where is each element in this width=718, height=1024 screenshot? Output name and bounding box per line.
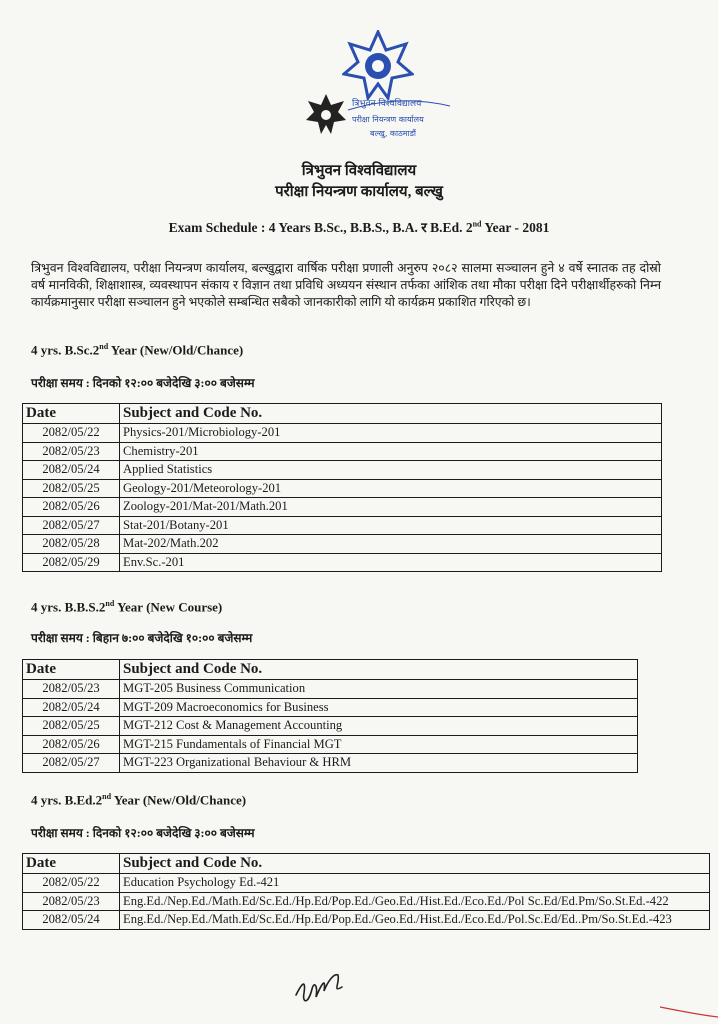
subject-cell: Stat-201/Botany-201: [120, 516, 662, 535]
exam-date-cell: 2082/05/28: [23, 535, 120, 554]
university-name: त्रिभुवन विश्वविद्यालय: [301, 163, 417, 179]
subject-cell: MGT-209 Macroeconomics for Business: [120, 698, 638, 717]
subject-cell: Eng.Ed./Nep.Ed./Math.Ed/Sc.Ed./Hp.Ed/Pop.Ed./Geo.Ed./Hist.Ed./Eco.Ed./Pol.Sc.Ed/Ed..Pm/So.St.Ed.-423: [120, 911, 710, 930]
exam-date-cell: 2082/05/23: [23, 680, 120, 699]
intro-paragraph: त्रिभुवन विश्वविद्यालय, परीक्षा नियन्त्रण कार्यालय, बल्खुद्वारा वार्षिक परीक्षा प्रणाली अनुरुप २०८२ सालमा सञ्चालन हुने ४ वर्षे स्नातक तह दोस्रो वर्ष मानविकी, शिक्षाशास्त्र, व्यवस्थापन संकाय र विज्ञान तथा प्रविधि अध्ययन संस्थान तर्फका आंशिक तथा मौका परीक्षा दिने परीक्षार्थीहरुको निम्न कार्यक्रमानुसार परीक्षा सञ्चालन हुने भएकोले सम्बन्धित सबैको जानकारीको लागि यो कार्यक्रम प्रकाशित गरिएको छ।: [31, 261, 661, 309]
subject-cell: MGT-215 Fundamentals of Financial MGT: [120, 735, 638, 754]
table-row: [23, 717, 638, 736]
table-row: [23, 680, 638, 699]
table-row: [23, 553, 662, 572]
table-row: [23, 911, 710, 930]
office-name: परीक्षा नियन्त्रण कार्यालय, बल्खु: [275, 184, 443, 200]
exam-date-cell: 2082/05/25: [23, 479, 120, 498]
subject-column-header: Subject and Code No.: [120, 404, 662, 424]
subject-cell: Zoology-201/Mat-201/Math.201: [120, 498, 662, 517]
exam-date-cell: 2082/05/24: [23, 461, 120, 480]
bed-schedule-table: [22, 853, 710, 930]
exam-date-cell: 2082/05/26: [23, 498, 120, 517]
exam-date-cell: 2082/05/23: [23, 442, 120, 461]
seal-line-1: त्रिभुवन विश्वविद्यालय: [352, 99, 422, 109]
subject-cell: Applied Statistics: [120, 461, 662, 480]
subject-cell: Env.Sc.-201: [120, 553, 662, 572]
table-header-row: [23, 854, 710, 874]
subject-cell: MGT-212 Cost & Management Accounting: [120, 717, 638, 736]
exam-date-cell: 2082/05/29: [23, 553, 120, 572]
exam-date-cell: 2082/05/27: [23, 754, 120, 773]
bbs-schedule-table: [22, 659, 638, 773]
exam-date-cell: 2082/05/24: [23, 698, 120, 717]
subject-cell: Mat-202/Math.202: [120, 535, 662, 554]
table-row: [23, 479, 662, 498]
university-emblem-icon: [304, 92, 348, 136]
tribhuvan-university-logo-icon: [342, 30, 414, 100]
table-header-row: [23, 404, 662, 424]
table-row: [23, 424, 662, 443]
bsc-schedule-table: [22, 403, 662, 572]
table-row: [23, 461, 662, 480]
subject-column-header: Subject and Code No.: [120, 660, 638, 680]
subject-column-header: Subject and Code No.: [120, 854, 710, 874]
exam-date-cell: 2082/05/22: [23, 424, 120, 443]
exam-date-cell: 2082/05/27: [23, 516, 120, 535]
subject-cell: MGT-205 Business Communication: [120, 680, 638, 699]
table-row: [23, 874, 710, 893]
bed-section-title: 4 yrs. B.Ed.2nd Year (New/Old/Chance): [31, 792, 247, 808]
schedule-title: Exam Schedule : 4 Years B.Sc., B.B.S., B.A. र B.Ed. 2nd Year - 2081: [168, 219, 550, 235]
table-row: [23, 892, 710, 911]
subject-cell: MGT-223 Organizational Behaviour & HRM: [120, 754, 638, 773]
table-row: [23, 735, 638, 754]
office-seal-stamp: [344, 92, 454, 152]
handwritten-signature: [292, 965, 352, 1010]
table-row: [23, 442, 662, 461]
table-header-row: [23, 660, 638, 680]
red-pen-mark: [660, 1005, 718, 1019]
bsc-section-title: 4 yrs. B.Sc.2nd Year (New/Old/Chance): [31, 342, 244, 358]
subject-cell: Chemistry-201: [120, 442, 662, 461]
bbs-section-title: 4 yrs. B.B.S.2nd Year (New Course): [31, 599, 223, 615]
exam-date-cell: 2082/05/26: [23, 735, 120, 754]
exam-date-cell: 2082/05/25: [23, 717, 120, 736]
table-row: [23, 535, 662, 554]
table-row: [23, 498, 662, 517]
bsc-exam-time: परीक्षा समय : दिनको १२:०० बजेदेखि ३:०० बजेसम्म: [31, 376, 255, 390]
exam-date-cell: 2082/05/23: [23, 892, 120, 911]
subject-cell: Education Psychology Ed.-421: [120, 874, 710, 893]
date-column-header: Date: [23, 404, 120, 424]
exam-date-cell: 2082/05/24: [23, 911, 120, 930]
subject-cell: Physics-201/Microbiology-201: [120, 424, 662, 443]
table-row: [23, 754, 638, 773]
table-row: [23, 698, 638, 717]
subject-cell: Eng.Ed./Nep.Ed./Math.Ed/Sc.Ed./Hp.Ed/Pop.Ed./Geo.Ed./Hist.Ed./Eco.Ed./Pol Sc.Ed/Ed.Pm/So.St.Ed.-422: [120, 892, 710, 911]
exam-date-cell: 2082/05/22: [23, 874, 120, 893]
table-row: [23, 516, 662, 535]
seal-line-2: परीक्षा नियन्त्रण कार्यालय: [352, 115, 424, 124]
bed-exam-time: परीक्षा समय : दिनको १२:०० बजेदेखि ३:०० बजेसम्म: [31, 826, 255, 840]
subject-cell: Geology-201/Meteorology-201: [120, 479, 662, 498]
date-column-header: Date: [23, 854, 120, 874]
seal-line-3: बल्खु, काठमाडौं: [370, 129, 416, 138]
date-column-header: Date: [23, 660, 120, 680]
bbs-exam-time: परीक्षा समय : बिहान ७:०० बजेदेखि १०:०० बजेसम्म: [31, 631, 253, 645]
